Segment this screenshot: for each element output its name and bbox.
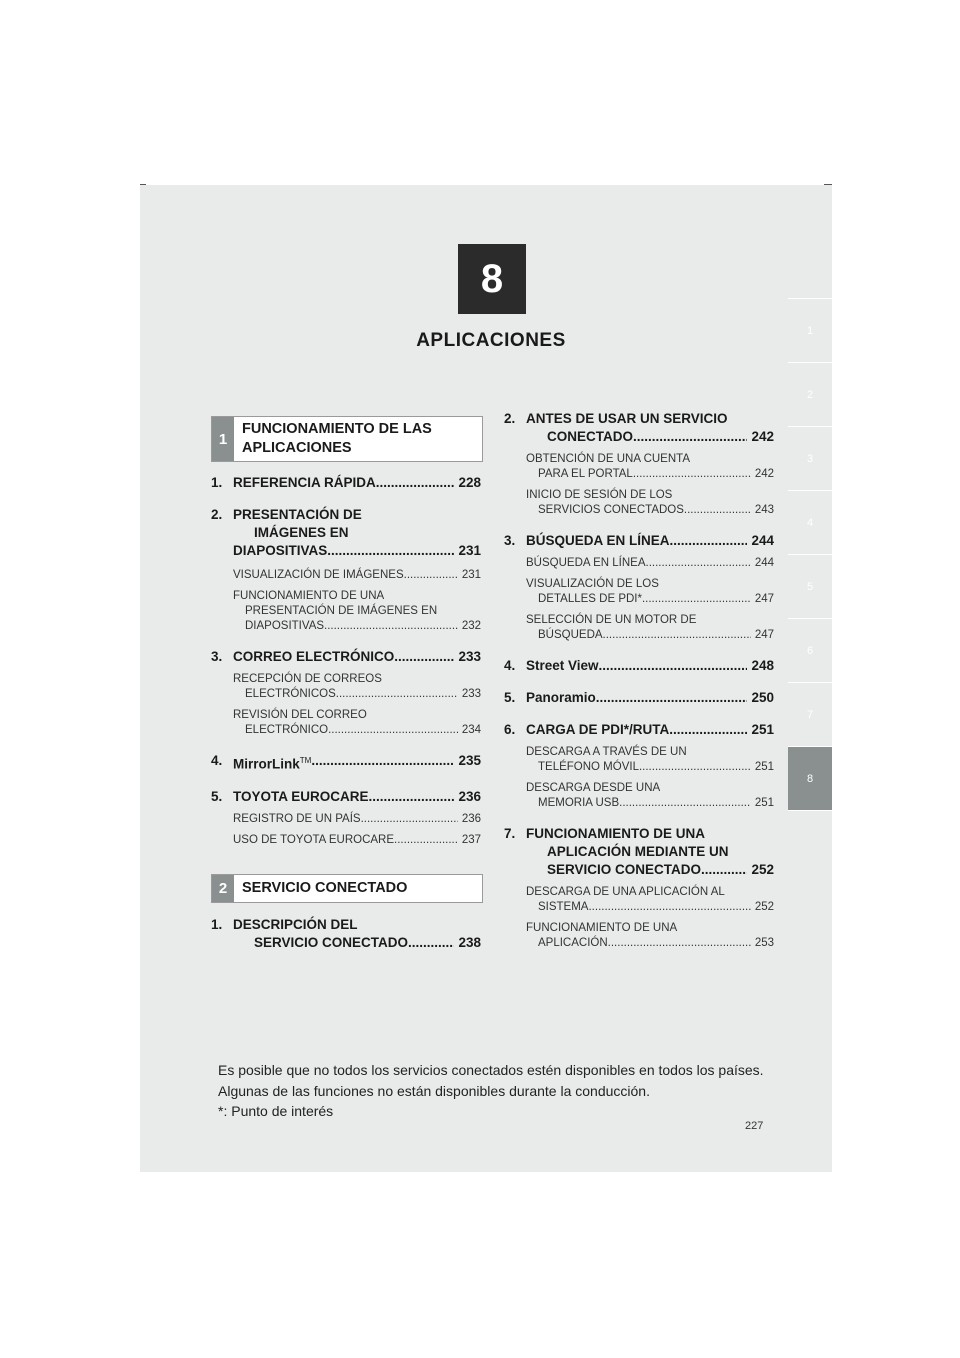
entry-title: Panoramio xyxy=(526,690,596,705)
toc-subentry[interactable] xyxy=(504,885,774,915)
subentry-page: 243 xyxy=(754,504,774,516)
toc-entry[interactable] xyxy=(504,825,774,879)
subentry-page: 244 xyxy=(754,557,774,569)
chapter-title: APLICACIONES xyxy=(416,330,566,351)
subentry-title: SELECCIÓN DE UN MOTOR DE xyxy=(526,614,697,626)
tab-5[interactable]: 5 xyxy=(788,554,832,618)
entry-page: 250 xyxy=(751,690,774,705)
entry-title: PRESENTACIÓN DE xyxy=(233,507,362,522)
toc-entry[interactable] xyxy=(504,657,774,675)
tab-6[interactable]: 6 xyxy=(788,618,832,682)
toc-left-column-2 xyxy=(211,916,481,952)
toc-entry[interactable] xyxy=(504,689,774,707)
entry-page: 238 xyxy=(458,935,481,950)
entry-page: 233 xyxy=(458,649,481,664)
entry-title: DIAPOSITIVAS xyxy=(233,543,328,558)
subentry-title: DESCARGA A TRAVÉS DE UN xyxy=(526,746,687,758)
entry-number: 3. xyxy=(504,533,516,548)
section-title-line: SERVICIO CONECTADO xyxy=(242,880,408,896)
section-title xyxy=(234,417,440,461)
toc-subentry[interactable] xyxy=(504,452,774,482)
subentry-title: SISTEMA xyxy=(538,901,589,913)
toc-entry[interactable] xyxy=(211,474,481,492)
entry-title: APLICACIÓN MEDIANTE UN xyxy=(547,844,729,859)
subentry-title: APLICACIÓN xyxy=(538,937,608,949)
entry-page: 231 xyxy=(458,543,481,558)
tab-spacer xyxy=(788,810,832,857)
tab-2[interactable]: 2 xyxy=(788,362,832,426)
subentry-page: 251 xyxy=(754,761,774,773)
toc-subentry[interactable] xyxy=(504,577,774,607)
subentry-title: USO DE TOYOTA EUROCARE xyxy=(233,833,395,846)
toc-entry[interactable] xyxy=(504,410,774,446)
subentry-title: FUNCIONAMIENTO DE UNA xyxy=(233,590,385,602)
toc-entry[interactable] xyxy=(211,916,481,952)
subentry-title: OBTENCIÓN DE UNA CUENTA xyxy=(526,453,690,465)
entry-page: 242 xyxy=(751,429,774,444)
tab-7[interactable]: 7 xyxy=(788,682,832,746)
subentry-page: 231 xyxy=(461,569,481,581)
entry-title: TOYOTA EUROCARE xyxy=(233,788,369,804)
entry-number: 2. xyxy=(211,507,223,522)
entry-number: 2. xyxy=(504,411,516,426)
subentry-title: TELÉFONO MÓVIL xyxy=(538,761,639,773)
entry-number: 1. xyxy=(211,917,223,932)
entry-page: 248 xyxy=(751,658,774,673)
subentry-page: 242 xyxy=(754,468,774,480)
chapter-number-badge: 8 xyxy=(458,244,526,314)
subentry-page: 237 xyxy=(461,833,481,846)
toc-subentry[interactable] xyxy=(211,589,481,634)
trademark-mark: TM xyxy=(299,756,312,765)
entry-title: CORREO ELECTRÓNICO xyxy=(233,649,395,664)
entry-number: 4. xyxy=(211,753,223,768)
toc-subentry[interactable] xyxy=(504,781,774,811)
entry-number: 7. xyxy=(504,826,516,841)
subentry-title: PRESENTACIÓN DE IMÁGENES EN xyxy=(245,605,438,617)
entry-page: 228 xyxy=(458,475,481,490)
subentry-page: 252 xyxy=(754,901,774,913)
toc-subentry[interactable] xyxy=(211,672,481,702)
tab-1[interactable]: 1 xyxy=(788,298,832,362)
toc-entry[interactable] xyxy=(211,648,481,666)
chapter-tabs xyxy=(788,298,832,857)
subentry-title: REGISTRO DE UN PAÍS xyxy=(233,812,361,825)
subentry-title: MEMORIA USB xyxy=(538,797,620,809)
entry-title: Street View xyxy=(526,658,599,673)
subentry-title: ELECTRÓNICOS xyxy=(245,688,336,700)
entry-title: BÚSQUEDA EN LÍNEA xyxy=(526,533,670,548)
entry-number: 5. xyxy=(504,690,516,705)
footnote-line: Algunas de las funciones no están disponibles durante la conducción. xyxy=(218,1082,650,1099)
entry-number: 1. xyxy=(211,475,223,490)
section-title-line: APLICACIONES xyxy=(242,440,352,456)
tab-8-active[interactable]: 8 xyxy=(788,746,832,810)
entry-page: 235 xyxy=(458,753,481,768)
subentry-page: 232 xyxy=(461,620,481,632)
entry-title: MirrorLink xyxy=(233,756,300,772)
footnotes xyxy=(218,1060,778,1122)
entry-page: 236 xyxy=(458,788,481,804)
subentry-page: 233 xyxy=(461,688,481,700)
crop-mark xyxy=(140,184,146,185)
entry-title: SERVICIO CONECTADO xyxy=(254,935,409,950)
subentry-title: INICIO DE SESIÓN DE LOS xyxy=(526,489,673,501)
entry-title: CARGA DE PDI*/RUTA xyxy=(526,722,670,737)
toc-entry[interactable] xyxy=(504,532,774,550)
footnote-line: *: Punto de interés xyxy=(218,1103,334,1119)
subentry-page: 253 xyxy=(754,937,774,949)
entry-number: 3. xyxy=(211,649,223,664)
toc-entry[interactable] xyxy=(211,752,481,774)
toc-right-column xyxy=(504,410,774,951)
crop-mark xyxy=(824,184,832,185)
toc-entry[interactable] xyxy=(211,506,481,560)
section-title-line: FUNCIONAMIENTO DE LAS xyxy=(242,421,432,437)
entry-number: 4. xyxy=(504,658,516,673)
entry-title: REFERENCIA RÁPIDA xyxy=(233,475,376,490)
subentry-title: DESCARGA DE UNA APLICACIÓN AL xyxy=(526,886,725,898)
section-title xyxy=(234,875,415,902)
toc-subentry[interactable] xyxy=(504,488,774,518)
entry-title: DESCRIPCIÓN DEL xyxy=(233,917,358,932)
section-header-2 xyxy=(211,874,483,903)
entry-page: 251 xyxy=(751,722,774,737)
toc-subentry[interactable] xyxy=(504,921,774,951)
entry-number: 5. xyxy=(211,788,223,804)
section-number: 2 xyxy=(212,875,234,902)
toc-subentry[interactable] xyxy=(211,568,481,583)
toc-subentry[interactable] xyxy=(211,833,481,848)
entry-title: CONECTADO xyxy=(547,429,633,444)
subentry-title: ELECTRÓNICO xyxy=(245,724,329,736)
section-number: 1 xyxy=(212,417,234,461)
tab-4[interactable]: 4 xyxy=(788,490,832,554)
subentry-title: DIAPOSITIVAS xyxy=(245,620,325,632)
subentry-title: DESCARGA DESDE UNA xyxy=(526,782,661,794)
subentry-title: BÚSQUEDA xyxy=(538,629,603,641)
subentry-page: 251 xyxy=(754,797,774,809)
toc-entry[interactable] xyxy=(211,788,481,806)
page-number: 227 xyxy=(745,1120,764,1132)
subentry-title: VISUALIZACIÓN DE IMÁGENES xyxy=(233,569,404,581)
subentry-page: 247 xyxy=(754,593,774,605)
subentry-title: VISUALIZACIÓN DE LOS xyxy=(526,578,659,590)
toc-subentry[interactable] xyxy=(504,745,774,775)
entry-page: 244 xyxy=(751,533,774,548)
subentry-title: RECEPCIÓN DE CORREOS xyxy=(233,673,382,685)
footnote-line: Es posible que no todos los servicios conectados estén disponibles en todos los países. xyxy=(218,1062,764,1078)
entry-title: FUNCIONAMIENTO DE UNA xyxy=(526,826,706,841)
entry-title: SERVICIO CONECTADO xyxy=(547,862,702,877)
toc-entry[interactable] xyxy=(504,721,774,739)
subentry-title: SERVICIOS CONECTADOS xyxy=(538,504,684,516)
subentry-title: DETALLES DE PDI* xyxy=(538,593,642,605)
toc-subentry[interactable] xyxy=(504,556,774,571)
subentry-title: FUNCIONAMIENTO DE UNA xyxy=(526,922,678,934)
entry-page: 252 xyxy=(751,862,774,877)
toc-subentry[interactable] xyxy=(211,708,481,738)
toc-left-column xyxy=(211,474,481,848)
subentry-title: PARA EL PORTAL xyxy=(538,468,633,480)
entry-title: ANTES DE USAR UN SERVICIO xyxy=(526,411,728,426)
subentry-page: 236 xyxy=(461,812,481,825)
subentry-page: 247 xyxy=(754,629,774,641)
subentry-page: 234 xyxy=(461,724,481,736)
tab-3[interactable]: 3 xyxy=(788,426,832,490)
entry-title: IMÁGENES EN xyxy=(254,525,349,540)
entry-number: 6. xyxy=(504,722,516,737)
subentry-title: REVISIÓN DEL CORREO xyxy=(233,709,367,721)
toc-subentry[interactable] xyxy=(504,613,774,643)
section-header-1 xyxy=(211,416,483,462)
subentry-title: BÚSQUEDA EN LÍNEA xyxy=(526,557,646,569)
toc-subentry[interactable] xyxy=(211,812,481,827)
